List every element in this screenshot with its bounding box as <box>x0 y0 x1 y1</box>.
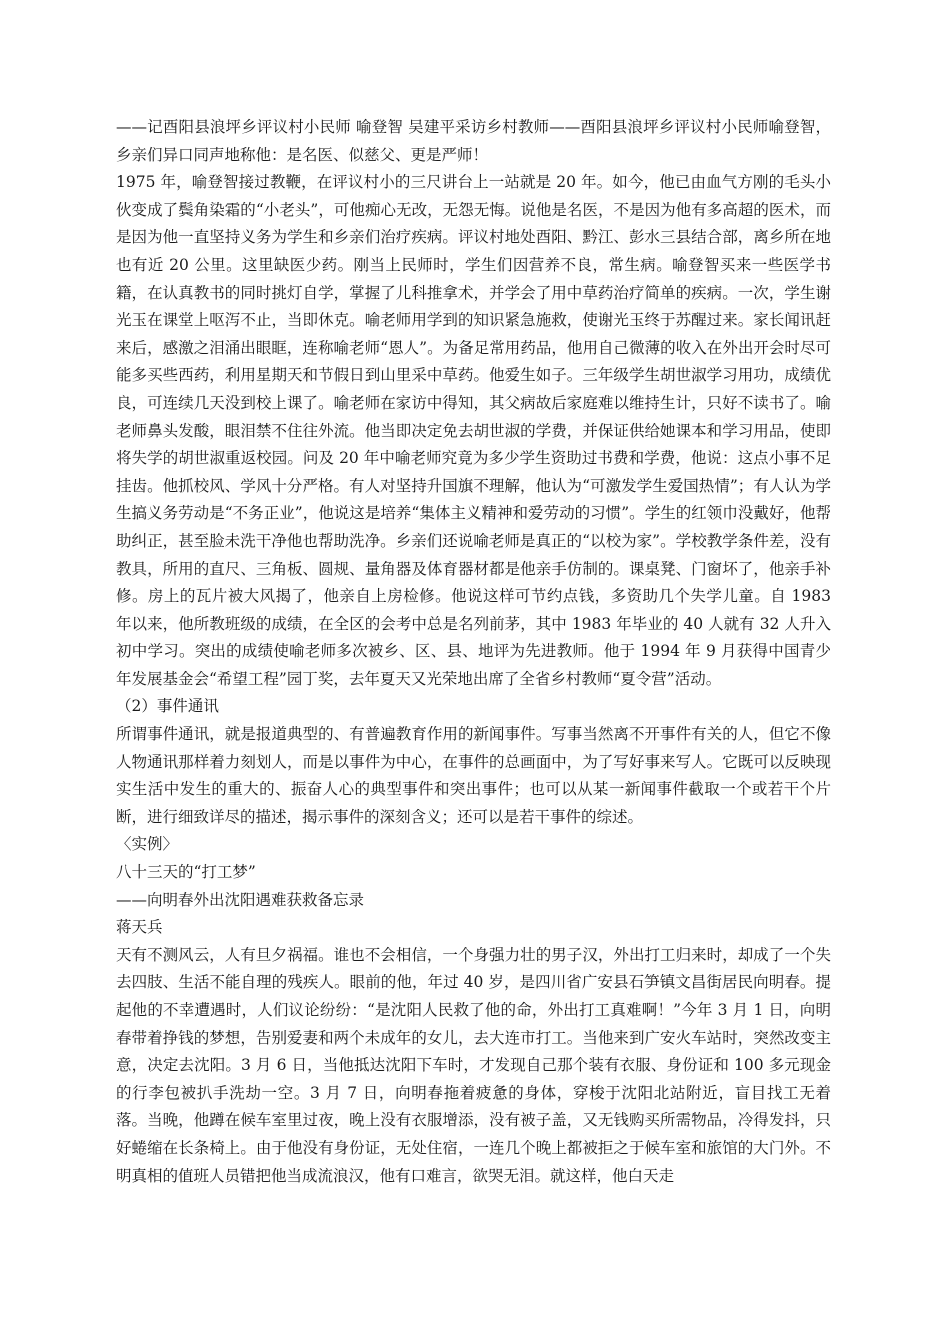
article-author: 蒋天兵 <box>116 918 163 937</box>
body-paragraph-article: 天有不测风云，人有旦夕祸福。谁也不会相信，一个身强力壮的男子汉，外出打工归来时，却成了一个失去四肢、生活不能自理的残疾人。眼前的他，年过 40 岁，是四川省广安县石笋镇文昌街居民向明春。提起他的不幸遭遇时，人们议论纷纷：“是沈阳人民救了他的命，外出打工真难啊！”今年 3 月 1 日，向明春带着挣钱的梦想，告别爱妻和两个未成年的女儿，去大连市打工。当他来到广安火车站时，突然改变主意，决定去沈阳。3 月 6 日，当他抵达沈阳下车时，才发现自己那个装有衣服、身份证和 100 多元现金的行李包被扒手洗劫一空。3 月 7 日，向明春拖着疲惫的身体，穿梭于沈阳北站附近，盲目找工无着落。当晚，他蹲在候车室里过夜，晚上没有衣服增添，没有被子盖，又无钱购买所需物品，冷得发抖，只好蜷缩在长条椅上。由于他没有身份证，无处住宿，一连几个晚上都被拒之于候车室和旅馆的大门外。不明真相的值班人员错把他当成流浪汉，他有口难言，欲哭无泪。就这样，他白天走 <box>116 945 831 1185</box>
article-title: 八十三天的“打工梦” <box>116 863 256 882</box>
example-label: 〈实例〉 <box>116 835 179 854</box>
article-subtitle: ——向明春外出沈阳遇难获救备忘录 <box>116 890 365 909</box>
document-page <box>116 114 831 1190</box>
body-paragraph-teacher-story: 1975 年，喻登智接过教鞭，在评议村小的三尺讲台上一站就是 20 年。如今，他已由血气方刚的毛头小伙变成了鬓角染霜的“小老头”，可他痴心无改，无怨无悔。说他是名医，不是因为他有多高超的医术，而是因为他一直坚持义务为学生和乡亲们治疗疾病。评议村地处酉阳、黔江、彭水三县结合部，离乡所在地也有近 20 公里。这里缺医少药。刚当上民师时，学生们因营养不良，常生病。喻登智买来一些医学书籍，在认真教书的同时挑灯自学，掌握了儿科推拿术，并学会了用中草药治疗简单的疾病。一次，学生谢光玉在课堂上呕泻不止，当即休克。喻老师用学到的知识紧急施救，使谢光玉终于苏醒过来。家长闻讯赶来后，感激之泪涌出眼眶，连称喻老师“恩人”。为备足常用药品，他用自己微薄的收入在外出开会时尽可能多买些西药，利用星期天和节假日到山里采中草药。他爱生如子。三年级学生胡世淑学习用功，成绩优良，可连续几天没到校上课了。喻老师在家访中得知，其父病故后家庭难以维持生计，只好不读书了。喻老师鼻头发酸，眼泪禁不住往外流。他当即决定免去胡世淑的学费，并保证供给她课本和学习用品，使即将失学的胡世淑重返校园。问及 20 年中喻老师究竟为多少学生资助过书费和学费，他说：这点小事不足挂齿。他抓校风、学风十分严格。有人对坚持升国旗不理解，他认为“可激发学生爱国热情”；有人认为学生搞义务劳动是“不务正业”，他说这是培养“集体主义精神和爱劳动的习惯”。学生的红领巾没戴好，他帮助纠正，甚至脸未洗干净他也帮助洗净。乡亲们还说喻老师是真正的“以校为家”。学校教学条件差，没有教具，所用的直尺、三角板、圆规、量角器及体育器材都是他亲手仿制的。课桌凳、门窗坏了，他亲手补修。房上的瓦片被大风揭了，他亲自上房检修。他说这样可节约点钱，多资助几个失学儿童。自 1983 年以来，他所教班级的成绩，在全区的会考中总是名列前茅，其中 1983 年毕业的 40 人就有 32 人升入初中学习。突出的成绩使喻老师多次被乡、区、县、地评为先进教师。他于 1994 年 9 月获得中国青少年发展基金会“希望工程”园丁奖，去年夏天又光荣地出席了全省乡村教师“夏令营”活动。 <box>116 173 831 688</box>
subtitle-paragraph: ——记酉阳县浪坪乡评议村小民师 喻登智 吴建平采访乡村教师——酉阳县浪坪乡评议村小民师喻登智，乡亲们异口同声地称他：是名医、似慈父、更是严师！ <box>116 118 831 164</box>
body-paragraph-definition: 所谓事件通讯，就是报道典型的、有普遍教育作用的新闻事件。写事当然离不开事件有关的人，但它不像人物通讯那样着力刻划人，而是以事件为中心，在事件的总画面中，为了写好事来写人。它既可以反映现实生活中发生的重大的、振奋人心的典型事件和突出事件；也可以从某一新闻事件截取一个或若干个片断，进行细致详尽的描述，揭示事件的深刻含义；还可以是若干事件的综述。 <box>116 725 831 826</box>
section-heading-event-report: （2）事件通讯 <box>116 697 219 716</box>
